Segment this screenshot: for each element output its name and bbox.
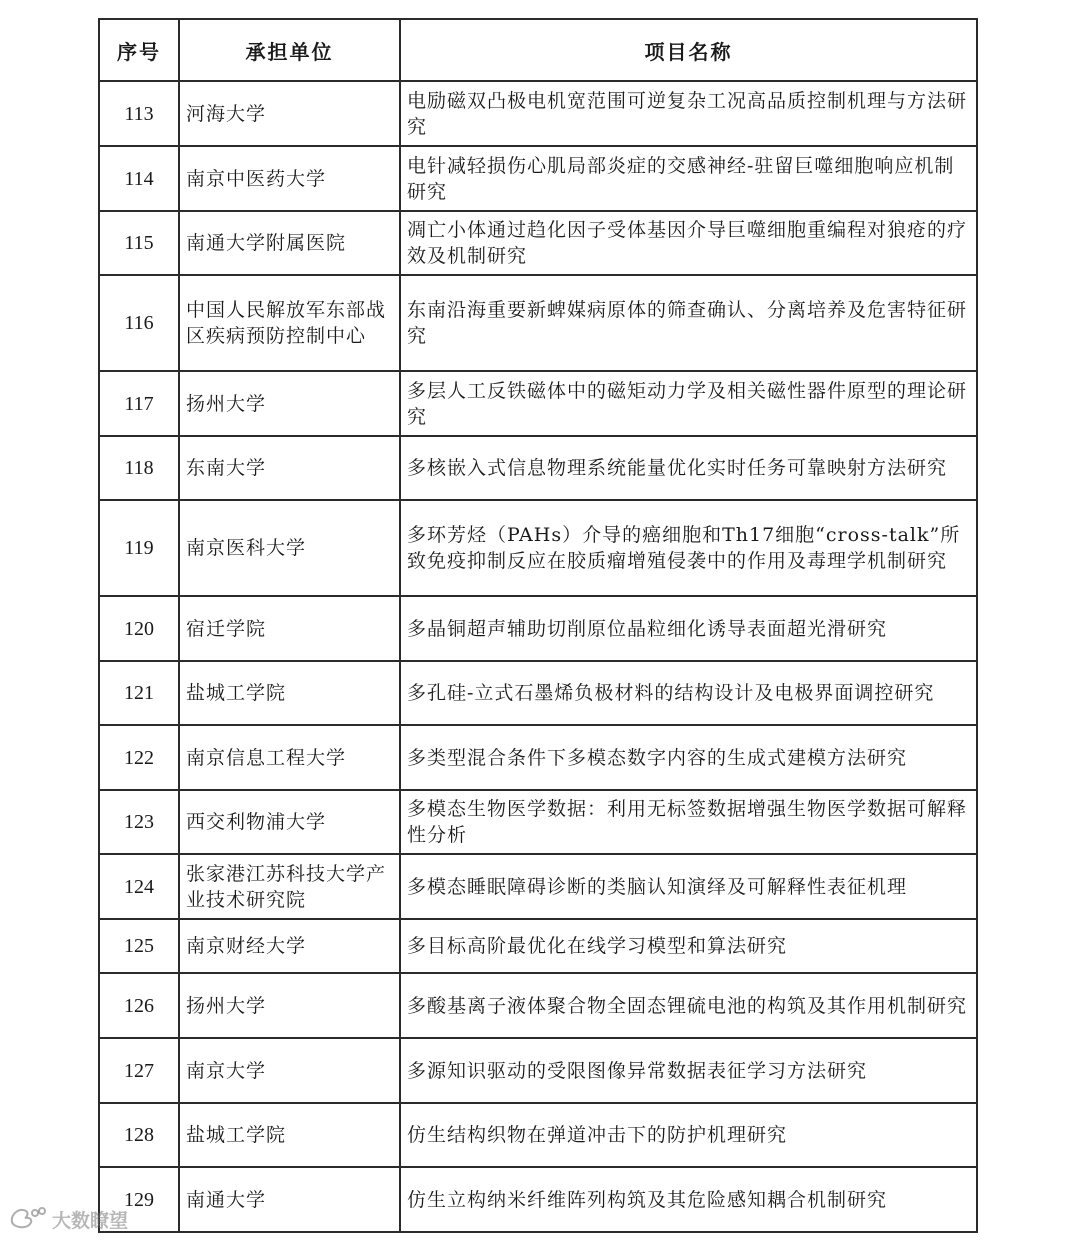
row-unit: 南京医科大学: [179, 500, 400, 596]
row-no: 125: [99, 919, 179, 973]
row-project-name: 仿生立构纳米纤维阵列构筑及其危险感知耦合机制研究: [400, 1167, 977, 1232]
row-project-name: 东南沿海重要新蜱媒病原体的筛查确认、分离培养及危害特征研究: [400, 275, 977, 371]
table-row: [99, 1167, 977, 1232]
row-project-name: 电励磁双凸极电机宽范围可逆复杂工况高品质控制机理与方法研究: [400, 81, 977, 146]
row-no: 128: [99, 1103, 179, 1167]
row-unit: 西交利物浦大学: [179, 790, 400, 854]
row-unit: 南通大学附属医院: [179, 211, 400, 275]
row-no: 119: [99, 500, 179, 596]
row-no: 118: [99, 436, 179, 500]
table-row: [99, 436, 977, 500]
table-row: [99, 1038, 977, 1103]
table-row: [99, 371, 977, 436]
row-no: 115: [99, 211, 179, 275]
row-unit: 中国人民解放军东部战区疾病预防控制中心: [179, 275, 400, 371]
project-table: [98, 18, 978, 1233]
row-no: 129: [99, 1167, 179, 1232]
row-project-name: 多环芳烃（PAHs）介导的癌细胞和Th17细胞“cross-talk”所致免疫抑制反应在胶质瘤增殖侵袭中的作用及毒理学机制研究: [400, 500, 977, 596]
row-project-name: 仿生结构织物在弹道冲击下的防护机理研究: [400, 1103, 977, 1167]
row-unit: 南京中医药大学: [179, 146, 400, 211]
row-project-name: 多孔硅-立式石墨烯负极材料的结构设计及电极界面调控研究: [400, 661, 977, 725]
row-project-name: 凋亡小体通过趋化因子受体基因介导巨噬细胞重编程对狼疮的疗效及机制研究: [400, 211, 977, 275]
row-project-name: 多类型混合条件下多模态数字内容的生成式建模方法研究: [400, 725, 977, 790]
row-project-name: 多层人工反铁磁体中的磁矩动力学及相关磁性器件原型的理论研究: [400, 371, 977, 436]
row-no: 121: [99, 661, 179, 725]
row-project-name: 多酸基离子液体聚合物全固态锂硫电池的构筑及其作用机制研究: [400, 973, 977, 1038]
row-unit: 张家港江苏科技大学产业技术研究院: [179, 854, 400, 919]
row-no: 117: [99, 371, 179, 436]
table-row: [99, 919, 977, 973]
row-unit: 东南大学: [179, 436, 400, 500]
row-no: 124: [99, 854, 179, 919]
row-unit: 南京大学: [179, 1038, 400, 1103]
table-row: [99, 973, 977, 1038]
row-unit: 南京信息工程大学: [179, 725, 400, 790]
row-unit: 扬州大学: [179, 973, 400, 1038]
row-no: 126: [99, 973, 179, 1038]
row-no: 120: [99, 596, 179, 661]
header-project-name: 项目名称: [400, 19, 977, 81]
table-row: [99, 500, 977, 596]
table-row: [99, 596, 977, 661]
row-unit: 河海大学: [179, 81, 400, 146]
watermark: [8, 1203, 128, 1235]
table-row: [99, 725, 977, 790]
row-project-name: 多核嵌入式信息物理系统能量优化实时任务可靠映射方法研究: [400, 436, 977, 500]
row-project-name: 多目标高阶最优化在线学习模型和算法研究: [400, 919, 977, 973]
row-unit: 南京财经大学: [179, 919, 400, 973]
row-project-name: 电针减轻损伤心肌局部炎症的交感神经-驻留巨噬细胞响应机制研究: [400, 146, 977, 211]
table-row: [99, 146, 977, 211]
watermark-text: 大数瞭望: [52, 1209, 129, 1232]
table-row: [99, 1103, 977, 1167]
row-project-name: 多模态生物医学数据：利用无标签数据增强生物医学数据可解释性分析: [400, 790, 977, 854]
row-unit: 南通大学: [179, 1167, 400, 1232]
row-unit: 盐城工学院: [179, 661, 400, 725]
header-unit: 承担单位: [179, 19, 400, 81]
row-unit: 盐城工学院: [179, 1103, 400, 1167]
weibo-icon: [8, 1204, 52, 1235]
row-no: 127: [99, 1038, 179, 1103]
table-header-row: [99, 19, 977, 81]
table-row: [99, 790, 977, 854]
table-row: [99, 275, 977, 371]
table-row: [99, 661, 977, 725]
row-no: 116: [99, 275, 179, 371]
row-no: 113: [99, 81, 179, 146]
row-project-name: 多源知识驱动的受限图像异常数据表征学习方法研究: [400, 1038, 977, 1103]
header-no: 序号: [99, 19, 179, 81]
row-no: 114: [99, 146, 179, 211]
row-no: 123: [99, 790, 179, 854]
row-unit: 扬州大学: [179, 371, 400, 436]
row-no: 122: [99, 725, 179, 790]
row-project-name: 多模态睡眠障碍诊断的类脑认知演绎及可解释性表征机理: [400, 854, 977, 919]
table-row: [99, 81, 977, 146]
row-project-name: 多晶铜超声辅助切削原位晶粒细化诱导表面超光滑研究: [400, 596, 977, 661]
table-row: [99, 854, 977, 919]
project-table-container: [98, 18, 976, 1233]
row-unit: 宿迁学院: [179, 596, 400, 661]
table-row: [99, 211, 977, 275]
